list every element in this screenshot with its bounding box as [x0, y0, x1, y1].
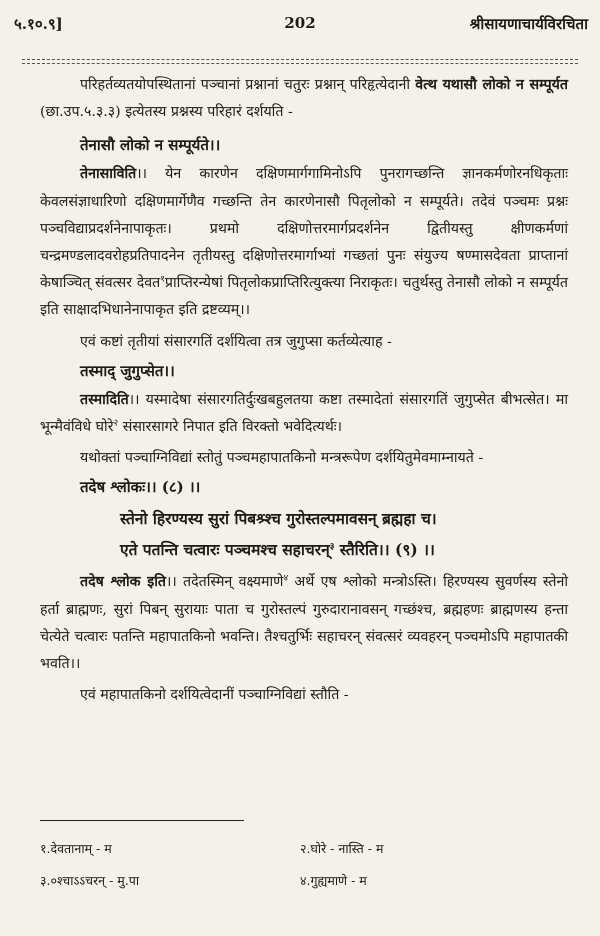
paragraph-7: एवं महापातकिनो दर्शयित्वेदानीं पञ्चाग्निविद्यां स्तौति -: [80, 687, 349, 704]
footnote-1: १.देवतानाम् - म: [40, 841, 112, 856]
mantra-3: तदेष श्लोकः।। (८) ।।: [80, 478, 201, 497]
commentary-1: तेनासाविति।। येन कारणेन दक्षिणमार्गगामिनोऽपि पुनरागच्छन्ति ज्ञानकर्मणोरनधिकृताः केवलसंज्ञाधारिणो दक्षिणमार्गेणैव गच्छन्ति तेन कारणेनासौ पितृलोको न सम्पूर्यते। तदेवं पञ्चमः प्रश्नः पञ्चविद्याप्रदर्शनेनापाकृतः। प्रथमो दक्षिणोत्तरमार्गप्रदर्शनेन द्वितीयस्तु क्षीणकर्मणां चन्द्रमण्डलादवरोहप्रतिपादनेन तृतीयस्तु दक्षिणोत्तरमार्गाभ्यां गच्छतां पुनः संयुज्य षण्मासदेवता प्राप्तानां केषाञ्चित् संवत्सर देवत$^१$प्राप्तिरन्येषां पितृलोकप्राप्तिरित्युक्त्या निराकृतः। चतुर्थस्तु तेनासौ लोको न सम्पूर्यत इति साक्षादभिधानेनापाकृत इति द्रष्टव्यम्।।: [40, 166, 568, 319]
footnote-ref-3: ३: [329, 542, 335, 553]
page-number: 202: [284, 14, 316, 32]
running-title: श्रीसायणाचार्यविरचिता: [469, 15, 588, 33]
main-text: [40, 72, 568, 709]
header-rule-2: [22, 63, 578, 64]
header-rule: [22, 59, 578, 60]
footnote-4: ४.गुह्यमाणे - म: [300, 873, 367, 888]
commentary-2: तस्मादिति।। यस्मादेषा संसारगतिर्दुःखबहुलतया कष्टा तस्मादेतां संसारगतिं जुगुप्सेत बीभत्सेत। मा भून्मैवंविधे घोरे$^२$ संसारसागरे निपात इति विरक्तो भवेदित्यर्थः।: [40, 391, 568, 436]
paragraph-3: एवं कष्टां तृतीयां संसारगतिं दर्शयित्वा तत्र जुगुप्सा कर्तव्येत्याह -: [80, 333, 392, 350]
paragraph-5: यथोक्तां पञ्चाग्निविद्यां स्तोतुं पञ्चमहापातकिनो मन्त्ररूपेण दर्शयितुमेवमाम्नायते -: [80, 450, 484, 467]
verse-line-2: एते पतन्ति चत्वारः पञ्चमश्च सहाचरन्$^३$ स्तैरिति।। (९) ।।: [120, 540, 435, 560]
commentary-3: तदेष श्लोक इति।। तदेतस्मिन् वक्ष्यमाणे$^४$ अर्थे एष श्लोको मन्त्रोऽस्ति। हिरण्यस्य सुवर्णस्य स्तेनो हर्ता ब्राह्मणः, सुरां पिबन् सुरायाः पाता च गुरोस्तल्पं गुरुदारानावसन् गच्छंश्च, ब्रह्महणः ब्राह्मणस्य हन्ता चेत्येते चत्वारः पतन्ति महापातकिनो भवन्ति। तैश्चतुर्भिः सहाचरन् संवत्सरं व्यवहरन् पञ्चमोऽपि महापातकी भवति।।: [40, 573, 568, 673]
verse-line-1: स्तेनो हिरण्यस्य सुरां पिबश्र्श्च गुरोस्तल्पमावसन् ब्रह्महा च।: [120, 509, 437, 529]
footnote-ref-1: १: [160, 274, 165, 285]
footnote-separator: [40, 820, 244, 821]
footnote-ref-4: ४: [283, 573, 289, 584]
section-reference: ५.१०.९]: [14, 15, 63, 33]
mantra-1: तेनासौ लोको न सम्पूर्यते।।: [80, 136, 221, 155]
page-header: [0, 12, 600, 38]
footnote-2: २.घोरे - नास्ति - म: [300, 841, 384, 856]
paragraph-1: परिहर्तव्यतयोपस्थितानां पञ्चानां प्रश्नानां चतुरः प्रश्नान् परिहृत्येदानी वेत्थ यथासौ लोको न सम्पूर्यत (छा.उप.५.३.३) इत्येतस्य प्रश्नस्य परिहारं दर्शयति -: [40, 77, 568, 121]
footnote-ref-2: २: [113, 418, 119, 429]
footnote-3: ३.०श्चाऽऽचरन् - मु.पा: [40, 873, 140, 888]
mantra-2: तस्माद् जुगुप्सेत।।: [80, 361, 175, 380]
